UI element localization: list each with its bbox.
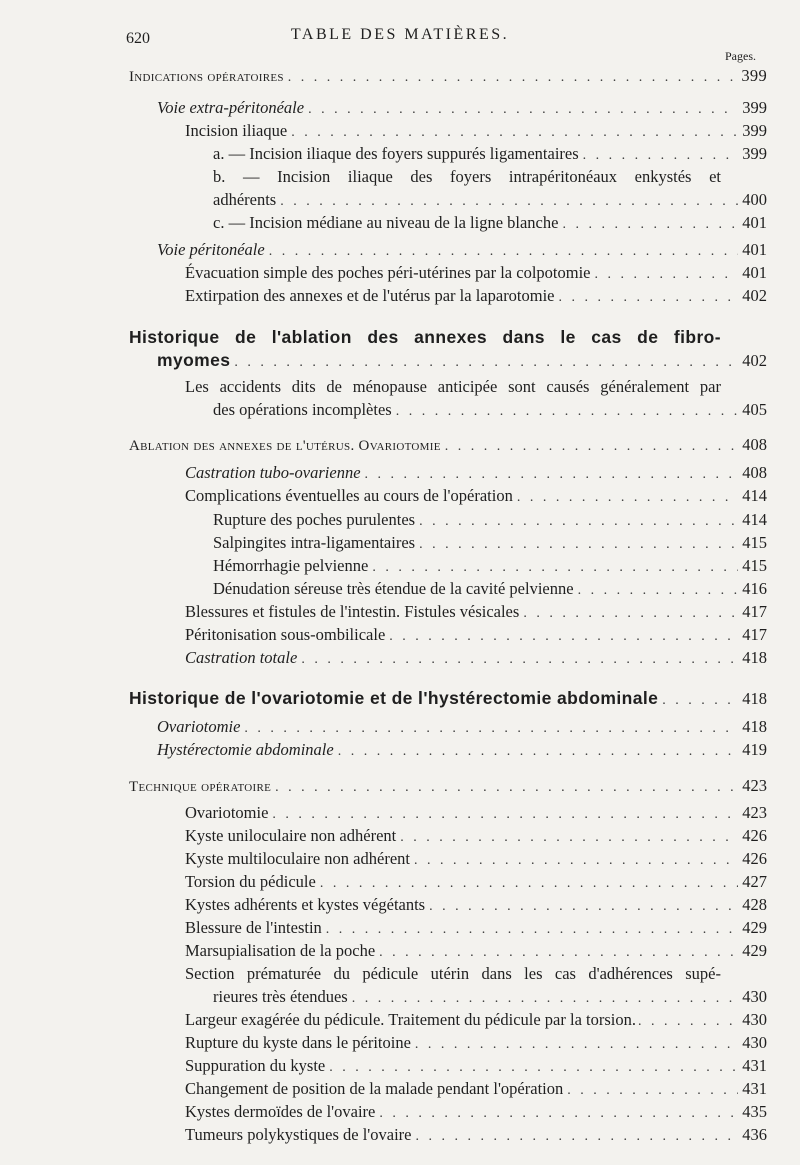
toc-entry: Dénudation séreuse très étendue de la cavité pelvienne . . . 416 [213,578,767,599]
toc-entry: Hémorrhagie pelvienne . . . 415 [213,555,767,576]
running-head: TABLE DES MATIÈRES. [290,26,510,43]
toc-entry: Ablation des annexes de l'utérus. Ovariotomie . . . 408 [129,434,767,455]
toc-entry: Kyste uniloculaire non adhérent . . . 426 [185,825,767,846]
pages-column-label: Pages. [725,49,756,63]
toc-entry: Blessure de l'intestin . . . 429 [185,917,767,938]
toc-entry: a. — Incision iliaque des foyers suppurés ligamentaires . . . 399 [213,143,767,164]
toc-entry: Ovariotomie . . . 418 [157,716,767,737]
toc-entry: Suppuration du kyste . . . 431 [185,1055,767,1076]
toc-entry: des opérations incomplètes . . . 405 [213,399,767,420]
toc-entry: myomes . . . 402 [157,350,767,371]
toc-entry: Torsion du pédicule . . . 427 [185,871,767,892]
toc-entry: Évacuation simple des poches péri-utérines par la colpotomie . . . 401 [185,262,767,283]
toc-entry: Complications éventuelles au cours de l'opération . . . 414 [185,485,767,506]
toc-entry: Castration totale . . . 418 [185,647,767,668]
toc-entry: Extirpation des annexes et de l'utérus par la laparotomie . . . 402 [185,285,767,306]
toc-entry: c. — Incision médiane au niveau de la ligne blanche . . . 401 [213,212,767,233]
toc-entry: Marsupialisation de la poche . . . 429 [185,940,767,961]
toc-entry: Voie extra-péritonéale . . . 399 [157,97,767,118]
toc-entry: Changement de position de la malade pendant l'opération . . . 431 [185,1078,767,1099]
toc-entry: Salpingites intra-ligamentaires . . . 415 [213,532,767,553]
toc-entry: Hystérectomie abdominale . . . 419 [157,739,767,760]
toc-entry: Largeur exagérée du pédicule. Traitement du pédicule par la torsion. . . . 430 [185,1009,767,1030]
toc-entry-line: Les accidents dits de ménopause anticipée sont causés généralement par [185,377,721,396]
toc-entry: Ovariotomie . . . 423 [185,802,767,823]
toc-entry: adhérents . . . 400 [213,189,767,210]
toc-entry: rieures très étendues . . . 430 [213,986,767,1007]
toc-section-heading: Historique de l'ablation des annexes dans le cas de fibro- [129,327,721,347]
toc-entry: Kystes dermoïdes de l'ovaire . . . 435 [185,1101,767,1122]
toc-entry-line: Section prématurée du pédicule utérin dans les cas d'adhérences supé- [185,964,721,983]
toc-entry: Péritonisation sous-ombilicale . . . 417 [185,624,767,645]
toc-section-heading: Historique de l'ovariotomie et de l'hystérectomie abdominale . . . 418 [129,688,767,709]
toc-entry: Voie péritonéale . . . 401 [157,239,767,260]
toc-entry: Technique opératoire . . . 423 [129,775,767,796]
toc-entry: Kystes adhérents et kystes végétants . . . 428 [185,894,767,915]
toc-entry: Incision iliaque . . . 399 [185,120,767,141]
toc-entry: Castration tubo-ovarienne . . . 408 [185,462,767,483]
toc-entry: Kyste multiloculaire non adhérent . . . 426 [185,848,767,869]
toc-entry: Indications opératoires . . . 399 [129,65,767,86]
toc-entry-line: b. — Incision iliaque des foyers intrapéritonéaux enkystés et [213,167,721,186]
page-number: 620 [126,30,150,47]
toc-entry: Tumeurs polykystiques de l'ovaire . . . 436 [185,1124,767,1145]
toc-entry: Rupture du kyste dans le péritoine . . . 430 [185,1032,767,1053]
toc-entry: Blessures et fistules de l'intestin. Fistules vésicales . . . 417 [185,601,767,622]
toc-entry: Rupture des poches purulentes . . . 414 [213,509,767,530]
